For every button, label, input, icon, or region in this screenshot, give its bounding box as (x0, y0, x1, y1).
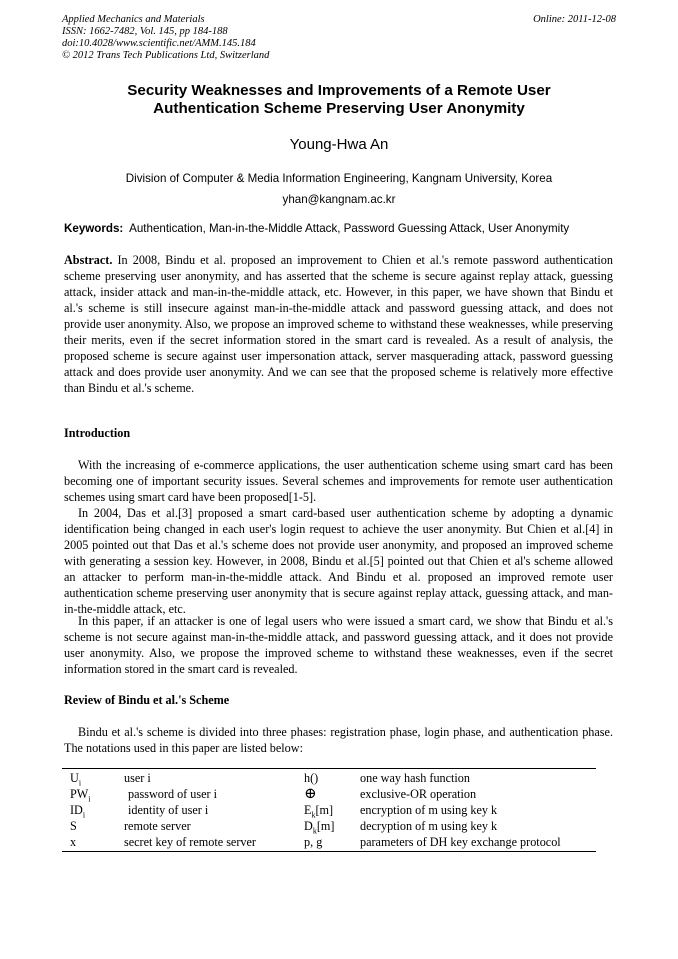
notation-symbol-2: p, g (304, 835, 323, 849)
abstract-text: In 2008, Bindu et al. proposed an improvement to Chien et al.'s remote password authentication scheme preserving user anonymity, and has asserted that the scheme is secure against replay attack, guessing attack, insider attack and man-in-the-middle attack, etc. However, in this paper, we have shown that Bindu et al.'s scheme is still insecure against man-in-the-middle attack and password guessing attack, and does not provide user anonymity. Also, we propose an improved scheme to withstand these weaknesses, while preserving their merits, even if the secret information stored in the smart card is revealed. As a result of analysis, the proposed scheme is secure against user impersonation attack, server masquerading attack, password guessing attack and does provide user anonymity. And we can see that the proposed scheme is relatively more effective than Bindu et al.'s scheme. (64, 253, 613, 395)
notation-row (62, 769, 596, 788)
author-email: yhan@kangnam.ac.kr (282, 193, 396, 206)
keywords-list: Authentication, Man-in-the-Middle Attack, Password Guessing Attack, User Anonymity (129, 222, 570, 235)
notation-description: remote server (124, 819, 191, 833)
notation-row (62, 801, 596, 820)
symbol-subscript: k (312, 826, 317, 836)
symbol-base: E (304, 803, 312, 817)
symbol-suffix: [m] (315, 803, 334, 817)
notation-description: secret key of remote server (124, 835, 256, 849)
journal-name: Applied Mechanics and Materials (62, 14, 205, 25)
symbol-subscript: i (88, 794, 91, 804)
notation-description-2: one way hash function (360, 771, 470, 785)
symbol-subscript: i (78, 778, 82, 788)
notation-description-2: parameters of DH key exchange protocol (360, 835, 561, 849)
intro-paragraph-1: With the increasing of e-commerce applications, the user authentication scheme using smart card has been becoming one of important security issues. Several schemes and improvements for remote user authentication schemes using smart card have been proposed[1-5]. (64, 458, 613, 504)
online-date: Online: 2011-12-08 (533, 14, 616, 25)
symbol-subscript: k (311, 810, 316, 820)
notation-symbol: x (70, 835, 77, 849)
review-paragraph-1: Bindu et al.'s scheme is divided into three phases: registration phase, login phase, and authentication phase. The notations used in this paper are listed below: (64, 725, 613, 755)
paper-title (62, 82, 616, 118)
keywords-line (64, 222, 616, 235)
notation-description: identity of user i (128, 803, 209, 817)
author-name: Young-Hwa An (289, 136, 389, 153)
issn-line: ISSN: 1662-7482, Vol. 145, pp 184-188 (62, 26, 228, 37)
notation-row (62, 817, 596, 836)
title-line-2: Authentication Scheme Preserving User Anonymity (153, 100, 525, 117)
notation-symbol: S (70, 819, 77, 833)
notation-description: user i (124, 771, 151, 785)
copyright-line: © 2012 Trans Tech Publications Ltd, Switzerland (62, 50, 270, 61)
symbol-suffix: [m] (316, 819, 335, 833)
symbol-base: PW (70, 787, 89, 801)
notation-description-2: encryption of m using key k (360, 803, 498, 817)
notation-row (62, 833, 596, 851)
keywords-label: Keywords: (64, 222, 124, 235)
symbol-base: U (70, 771, 79, 785)
notation-description-2: decryption of m using key k (360, 819, 498, 833)
doi-line: doi:10.4028/www.scientific.net/AMM.145.184 (62, 38, 256, 49)
section-heading-review: Review of Bindu et al.'s Scheme (64, 693, 230, 707)
symbol-base: D (304, 819, 313, 833)
abstract-label: Abstract. (64, 253, 113, 267)
xor-symbol: ⊕ (304, 786, 317, 802)
notation-description-2: exclusive-OR operation (360, 787, 477, 801)
intro-paragraph-3: In this paper, if an attacker is one of legal users who were issued a smart card, we show that Bindu et al.'s scheme is not secure against man-in-the-middle attack, and password guessing attack, and it does not provide user anonymity. Also, we propose the improved scheme to withstand these weaknesses, even if the secret information stored in the smart card is revealed. (64, 614, 613, 676)
symbol-base: ID (70, 803, 83, 817)
notation-table (62, 768, 596, 852)
notation-description: password of user i (128, 787, 218, 801)
title-line-1: Security Weaknesses and Improvements of a Remote User (127, 82, 551, 99)
journal-header (62, 14, 616, 62)
symbol-subscript: i (82, 810, 86, 820)
section-heading-introduction: Introduction (64, 426, 131, 440)
notation-row (62, 785, 596, 804)
abstract-paragraph (64, 252, 613, 396)
notation-symbol-2: h() (304, 771, 319, 785)
intro-paragraph-2: In 2004, Das et al.[3] proposed a smart card-based user authentication scheme by adopting a dynamic identification being changed in each user's login request to achieve the user anonymity. But Chien et al.[4] in 2005 pointed out that Das et al.'s scheme does not provide user anonymity, and proposed an improved scheme with generating a session key. However, in 2008, Bindu et al.[5] pointed out that Chien et al's scheme allowed an attacker to perform man-in-the-middle attack. And Bindu et al. proposed an improved remote user authentication scheme preserving user anonymity that is secure against replay attack, guessing attack, and man-in-the-middle attack, etc. (64, 506, 613, 616)
affiliation: Division of Computer & Media Information Engineering, Kangnam University, Korea (125, 172, 553, 185)
